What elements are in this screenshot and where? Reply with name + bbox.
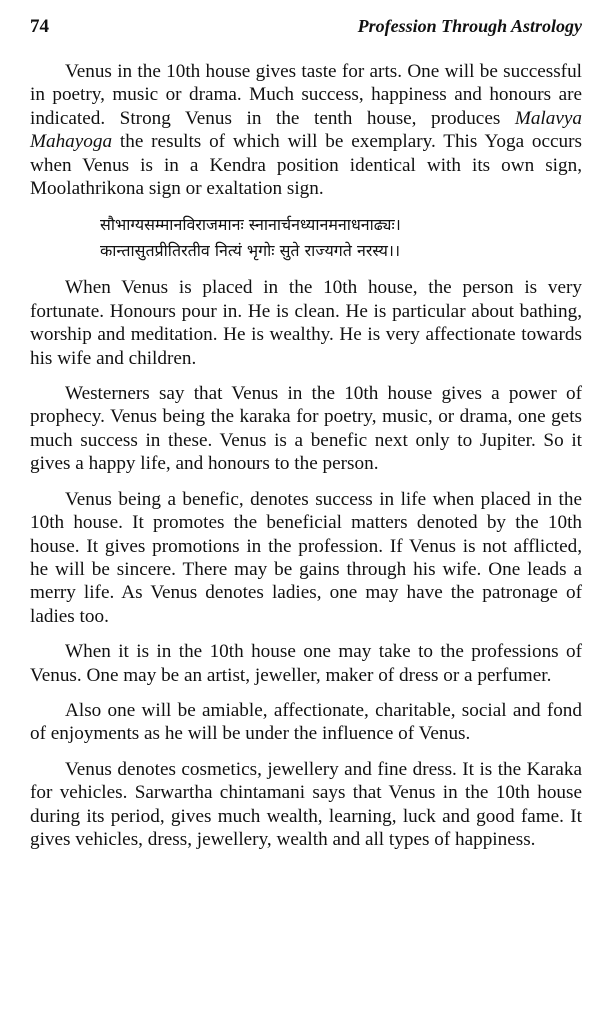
paragraph-3: Westerners say that Venus in the 10th house gives a power of prophecy. Venus being the karaka for poetry, music, or drama, one gets much success in these. Venus is a benefic next only to Jupiter. So it gives a happy life, and honours to the person.: [30, 383, 582, 475]
running-title: Profession Through Astrology: [357, 16, 582, 36]
verse-line-1: सौभाग्यसम्मानविराजमानः स्नानार्चनध्यानमनाधनाढ्यः।: [100, 215, 401, 235]
paragraph-7: Venus denotes cosmetics, jewellery and fine dress. It is the Karaka for vehicles. Sarwartha chintamani says that Venus in the 10th house during its period, gives much wealth, learning, luck and good fame. It gives vehicles, dress, jewellery, wealth and all types of happiness.: [30, 758, 582, 850]
paragraph-1-text-a: Venus in the 10th house gives taste for arts. One will be successful in poetry, music or drama. Much success, happiness and honours are indicated. Strong Venus in the tenth house, produces: [30, 61, 582, 129]
paragraph-1-text-b: the results of which will be exemplary. This Yoga occurs when Venus is in a Kendra position identical with its own sign, Moolathrikona sign or exaltation sign.: [30, 131, 582, 200]
sanskrit-verse: [30, 212, 582, 264]
body-text: [30, 60, 582, 863]
verse-line-2: कान्तासुतप्रीतिरतीव नित्यं भृगोः सुते राज्यगते नरस्य।।: [100, 241, 401, 261]
page-number: 74: [30, 16, 49, 37]
paragraph-1: [30, 60, 582, 200]
paragraph-4: Venus being a benefic, denotes success in life when placed in the 10th house. It promotes the beneficial matters denoted by the 10th house. It gives promotions in the profession. If Venus is not afflicted, he will be sincere. There may be gains through his wife. One leads a merry life. As Venus denotes ladies, one may have the patronage of ladies too.: [30, 488, 582, 627]
paragraph-6: Also one will be amiable, affectionate, charitable, social and fond of enjoyments as he will be under the influence of Venus.: [30, 699, 582, 745]
page-header: [30, 16, 582, 42]
paragraph-2: When Venus is placed in the 10th house, the person is very fortunate. Honours pour in. He is clean. He is particular about bathing, worship and meditation. He is wealthy. He is very affectionate towards his wife and children.: [30, 277, 582, 369]
paragraph-5: When it is in the 10th house one may take to the professions of Venus. One may be an artist, jeweller, maker of dress or a perfumer.: [30, 641, 582, 686]
yoga-name: Malavya Mahayoga: [30, 107, 582, 153]
